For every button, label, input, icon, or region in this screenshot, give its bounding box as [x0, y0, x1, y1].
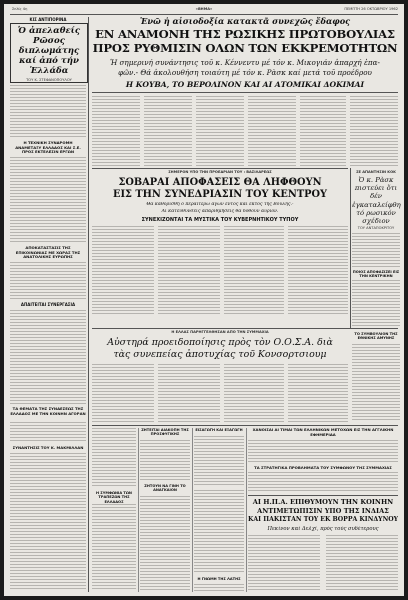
center-kicker: ΣΗΜΕΡΟΝ ΥΠΟ ΤΗΝ ΠΡΟΕΔΡΙΑΝ ΤΟΥ : ΒΑΣΙΛΑΡΕΩΣ — [168, 170, 272, 174]
main-text-col-4 — [248, 96, 296, 166]
left-text-1 — [10, 85, 86, 139]
center-subhead: ΣΥΝΕΧΙΖΟΝΤΑΙ ΤΑ ΜΥΣΤΙΚΑ ΤΟΥ ΚΥΒΕΡΝΗΤΙΚΟΥ ΤΥΠΟΥ — [141, 217, 299, 223]
bottom-right-headline-3: ΚΑΙ ΠΑΚΙΣΤΑΝ ΤΟΥ ΕΚ ΒΟΡΡΑ ΚΙΝΔΥΝΟΥ — [248, 516, 398, 523]
issue-date: ΠΕΜΠΤΗ 26 ΟΚΤΩΒΡΙΟΥ 1962 — [344, 7, 398, 11]
left-text-5 — [10, 422, 86, 442]
main-headline-2: ΠΡΟΣ ΡΥΘΜΙΣΙΝ ΟΛΩΝ ΤΩΝ ΕΚΚΡΕΜΟΤΗΤΩΝ — [92, 41, 398, 55]
lower-top-rule — [92, 425, 398, 426]
middle-headline-2: τὰς συνεπείας ἀποτυχίας τοῦ Κονσορτσιουμ — [113, 349, 327, 360]
left-box-headline: Ὁ ἀπελαθείς Ρῶσος διπλωμάτης καί ἀπό τήν Ἑλλάδα — [17, 26, 81, 76]
left-column-rule — [88, 17, 89, 592]
lower-col-rule-2 — [192, 428, 193, 592]
left-tag: ΚΙΣ ΑΝΤΙΠΟΡΙΝΑ — [29, 17, 67, 22]
center-text-2 — [158, 226, 220, 314]
middle-headline-1: Αὐστηρά προειδοποίησις πρὸς τὸν Ο.Ο.Σ.Α. διὰ — [107, 337, 333, 348]
main-deck-2: φῶν.- Θά ἀκολουθήση τοιαύτη μέ τόν κ. Ρὰσκ καί μετά τοῦ προέδρου — [118, 68, 372, 77]
left-text-6 — [10, 453, 86, 589]
right-column-rule — [350, 168, 351, 328]
main-text-col-5 — [300, 96, 346, 166]
middle-text-4 — [288, 364, 348, 422]
main-headline-1: ΕΝ ΑΝΑΜΟΝΗ ΤΗΣ ΡΩΣΙΚΗΣ ΠΡΩΤΟΒΟΥΛΙΑΣ — [95, 27, 395, 41]
newspaper-page — [4, 4, 404, 596]
lower-head-7: Η ΓΝΩΜΗ ΤΗΣ ΛΑΤΗΣ — [197, 577, 241, 581]
middle-text-3 — [224, 364, 284, 422]
lower-text-9 — [194, 584, 244, 592]
left-box — [10, 23, 88, 83]
left-head-2: ΑΠΟΚΑΤΑΣΤΑΣΙΣ ΤΗΣ ΕΠΙΚΟΙΝΩΝΙΑΣ ΜΕ ΧΩΡΑΣ ΤΗΣ ΑΝΑΤΟΛΙΚΗΣ ΕΥΡΩΠΗΣ — [15, 246, 81, 260]
left-head-5: ΣΥΝΑΝΤΗΣΙΣ ΤΟΥ Κ. ΜΑΚΜΙΛΛΑΝ — [12, 445, 84, 450]
right-byline: ΤΟΥ ΑΝΤΑΠΟΚΡΙΤΟΥ — [357, 226, 395, 230]
main-text-col-1 — [92, 96, 140, 166]
center-deck-1: Θά καθορισθῆ ὁ περαιτέρω ἀγὼν ἐντὸς καί ἐκτός τῆς Βουλῆς.- — [146, 202, 294, 207]
main-text-col-2 — [144, 96, 192, 166]
lower-text-3 — [194, 436, 244, 486]
center-headline-1: ΣΟΒΑΡΑΙ ΑΠΟΦΑΣΕΙΣ ΘΑ ΛΗΦΘΟΥΝ — [118, 177, 322, 188]
lower-head-4: ΖΗΤΟΥΝ ΝΑ ΓΙΝΗ ΤΟ ΑΝΑΓΚΑΙΟΝ — [144, 484, 186, 493]
right-headline: Ὁ κ. Ρὰσκ πιστεύει ὅτι δέν ἐγκαταλείφθη τό ρωσικόν σχέδιον — [352, 176, 401, 226]
bottom-right-deck: Πεκίνον καί Δελχί, πρός τοὺς συδέτερους — [267, 526, 379, 532]
middle-kicker: Η ΕΛΛΑΣ ΠΑΡΗΓΓΕΛΘΗΣΑΝ ΑΠΟ ΤΗΝ ΣΥΜΜΑΧΙΑ — [171, 330, 269, 334]
main-text-col-3 — [196, 96, 244, 166]
lower-text-8 — [194, 490, 244, 574]
right-text-3 — [352, 344, 400, 422]
lower-col-rule-1 — [138, 428, 139, 592]
left-text-2 — [10, 157, 86, 243]
main-text-col-6 — [350, 96, 398, 166]
lower-text-2 — [140, 440, 190, 480]
middle-text-2 — [158, 364, 220, 422]
page-number: Σελίς 4η — [12, 7, 28, 11]
banner-rule — [92, 92, 398, 93]
left-box-byline: ΤΟΥ Κ. ΣΤΕΦΑΝΟΠΟΥΛΟΥ — [26, 78, 72, 82]
center-headline-2: ΕΙΣ ΤΗΝ ΣΥΝΕΔΡΙΑΣΙΝ ΤΟΥ ΚΕΝΤΡΟΥ — [112, 189, 328, 200]
main-kicker: Ἐνῶ ἡ αἰσιοδοξία κατακτᾶ συνεχῶς ἔδαφος — [139, 16, 351, 26]
bottom-right-headline-2: ΑΝΤΙΜΕΤΩΠΙΣΙΝ ΥΠΟ ΤΗΣ ΙΝΔΙΑΣ — [257, 507, 389, 515]
middle-text-1 — [92, 364, 154, 422]
lower-col-rule-3 — [246, 428, 247, 592]
middle-top-rule — [92, 328, 398, 329]
main-deck-1: Ἡ σημερινή συνάντησις τοῦ κ. Κέννεντυ μέ τόν κ. Μικογιάν ἀπαρχή ἐπα- — [110, 58, 380, 67]
center-top-rule — [92, 168, 348, 169]
left-text-3 — [10, 262, 86, 300]
bottom-right-rule — [248, 495, 398, 496]
center-text-1 — [92, 226, 154, 314]
right-text-2 — [352, 280, 400, 328]
bottom-right-text-1 — [248, 535, 320, 592]
lower-head-1: ΖΗΤΕΙΤΑΙ ΔΙΑΚΟΠΗ ΤΗΣ ΠΡΟΣΦΥΓΙΚΗΣ — [141, 428, 189, 437]
left-text-4 — [10, 310, 86, 404]
center-text-4 — [288, 226, 348, 314]
bottom-right-text-2 — [326, 535, 398, 592]
masthead-rule — [10, 14, 398, 15]
right-head-3: ΤΟ ΣΥΜΒΟΥΛΙΟΝ ΤΗΣ ΕΘΝΙΚΗΣ ΑΜΥΝΗΣ — [354, 332, 398, 341]
lower-text-4 — [248, 440, 398, 462]
lower-head-5: ΧΑΝΟΙΣΑΙ ΑΙ ΤΙΜΑΙ ΤΩΝ ΕΛΛΗΝΙΚΩΝ ΜΕΤΟΧΩΝ ΕΙΣ ΤΗΝ ΑΓΓΛΙΚΗΝ ΕΦΗΜΕΡΙΔΑ — [252, 428, 394, 437]
main-subhead: Η ΚΟΥΒΑ, ΤΟ ΒΕΡΟΛΙΝΟΝ ΚΑΙ ΑΙ ΑΤΟΜΙΚΑΙ ΔΟΚΙΜΑΙ — [125, 80, 365, 89]
lower-head-2: ΕΙΣΑΓΩΓΗ ΚΑΙ ΕΞΑΓΩΓΗ — [195, 428, 243, 432]
right-tag: ΣΕ ΑΠΑΝΤΗΣΙΝ ΚΟΚ — [356, 170, 396, 174]
right-text-1 — [352, 233, 400, 267]
lower-head-6: ΤΑ ΣΤΡΑΤΗΓΙΚΑ ΠΡΟΒΛΗΜΑΤΑ ΤΟΥ ΣΥΜΦΩΝΟΥ ΤΗΣ ΣΥΜΜΑΧΙΑΣ — [254, 465, 392, 470]
lower-head-3: Η ΣΥΜΦΩΝΙΑ ΤΩΝ ΤΡΑΠΕΖΩΝ ΤΗΣ ΕΛΛΑΔΟΣ — [96, 491, 132, 504]
lower-text-6 — [92, 504, 136, 590]
center-deck-2: Αἱ κατευθύνσεις ἀπαριθμήσεις θά δοθοῦν αὔριον. — [161, 209, 279, 214]
lower-text-5 — [248, 472, 398, 492]
left-head-1: Η ΤΕΧΝΙΚΗ ΣΥΝΔΡΟΜΗ ΑΝΑΜΕΤΑΞΥ ΕΛΛΑΔΟΣ ΚΑΙ Σ.Ε. ΠΡΟΣ ΕΚΤΕΛΕΣΙΝ ΕΡΓΩΝ — [15, 141, 81, 155]
left-head-3: ΑΠΑΙΤΕΙΤΑΙ ΣΥΝΕΡΓΑΣΙΑ — [20, 302, 76, 307]
paper-name: «ΒΗΜΑ» — [195, 7, 213, 11]
right-head-2: ΠΟΙΟΣ ΑΠΟΦΑΣΙΖΕΙ ΕΙΣ ΤΗΝ ΚΕΝΤΡΙΚΗΝ — [352, 270, 400, 279]
center-text-3 — [224, 226, 284, 314]
lower-text-7 — [140, 496, 190, 590]
bottom-right-headline-1: ΑΙ Η.Π.Α. ΕΠΙΘΥΜΟΥΝ ΤΗΝ ΚΟΙΝΗΝ — [252, 498, 394, 506]
lower-text-1 — [92, 428, 136, 488]
left-head-4: ΤΑ ΘΕΜΑΤΑ ΤΗΣ ΣΥΝΔΕΣΕΩΣ ΤΗΣ ΕΛΛΑΔΟΣ ΜΕ ΤΗΝ ΚΟΙΝΗΝ ΑΓΟΡΑΝ — [10, 407, 86, 416]
